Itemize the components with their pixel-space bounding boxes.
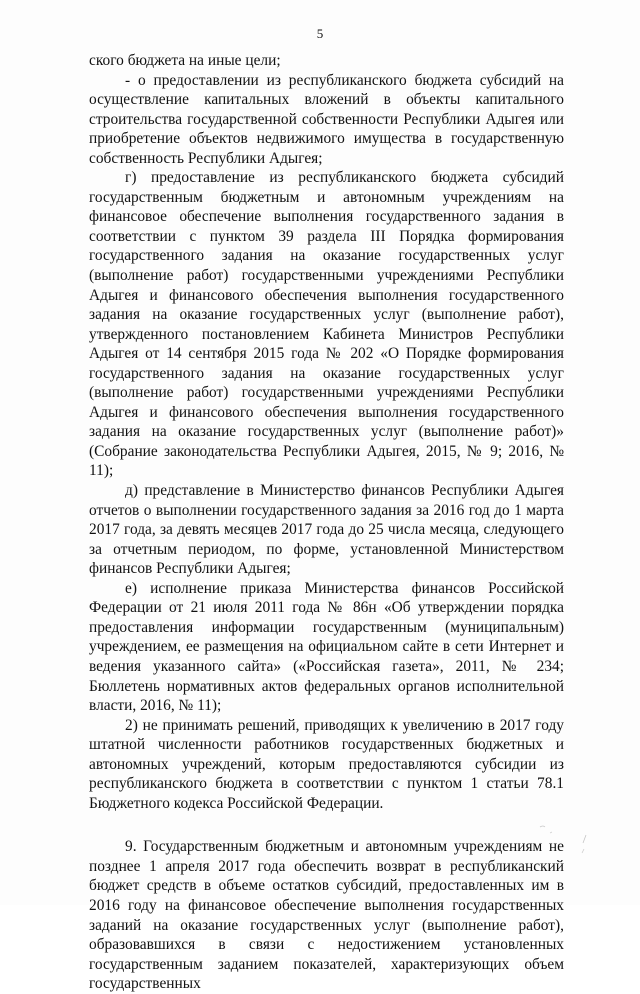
- document-body: [89, 51, 564, 994]
- paragraph-9-return: 9. Государственным бюджетным и автономным учреждениям не позднее 1 апреля 2017 года обеспечить возврат в республиканский бюджет средств в объеме остатков субсидий, предоставленных им в 2016 году на финансовое обеспечение выполнения государственных заданий на оказание государственных услуг (выполнение работ), образовавшихся в связи с недостижением установленных государственным заданием показателей, характеризующих объем государственных: [89, 838, 564, 993]
- paragraph-d-reports: д) представление в Министерство финансов Республики Адыгея отчетов о выполнении государственного задания за 2016 год до 1 марта 2017 года, за девять месяцев 2017 года до 25 числа месяца, следующего за отчетным периодом, по форме, установленной Министерством финансов Республики Адыгея;: [89, 482, 564, 578]
- paragraph-e-order: е) исполнение приказа Министерства финансов Российской Федерации от 21 июля 2011 года № 86н «Об утверждении порядка предоставления информации государственным (муниципальным) учреждением, ее размещения на официальном сайте в сети Интернет и ведения указанного сайта» («Российская газета», 2011, № 234; Бюллетень нормативных актов федеральных органов исполнительной власти, 2016, № 11);: [89, 579, 564, 715]
- paragraph-continuation: ского бюджета на иные цели;: [89, 52, 281, 69]
- paragraph-2-staffing: 2) не принимать решений, приводящих к увеличению в 2017 году штатной численности работников государственных бюджетных и автономных учреждений, которым предоставляются субсидии из республиканского бюджета в соответствии с пунктом 1 статьи 78.1 Бюджетного кодекса Российской Федерации.: [89, 716, 564, 812]
- scan-specks: [520, 815, 600, 865]
- paragraph-g-subsidies: г) предоставление из республиканского бюджета субсидий государственным бюджетным и автономным учреждениям на финансовое обеспечение выполнения государственного задания в соответствии с пунктом 39 раздела III Порядка формирования государственного задания на оказание государственных услуг (выполнение работ) государственными учреждениями Республики Адыгея и финансового обеспечения выполнения государственного задания на оказание государственных услуг (выполнение работ), утвержденного постановлением Кабинета Министров Республики Адыгея от 14 сентября 2015 года № 202 «О Порядке формирования государственного задания на оказание государственных услуг (выполнение работ) государственными учреждениями Республики Адыгея и финансового обеспечения выполнения государственного задания на оказание государственных услуг (выполнение работ)» (Собрание законодательства Республики Адыгея, 2015, № 9; 2016, № 11);: [89, 169, 564, 480]
- paragraph-capital-investments: - о предоставлении из республиканского бюджета субсидий на осуществление капитальных вложений в объекты капитального строительства государственной собственности Республики Адыгея или приобретение объектов недвижимого имущества в государственную собственность Республики Адыгея;: [89, 71, 564, 167]
- page-number: 5: [316, 26, 324, 41]
